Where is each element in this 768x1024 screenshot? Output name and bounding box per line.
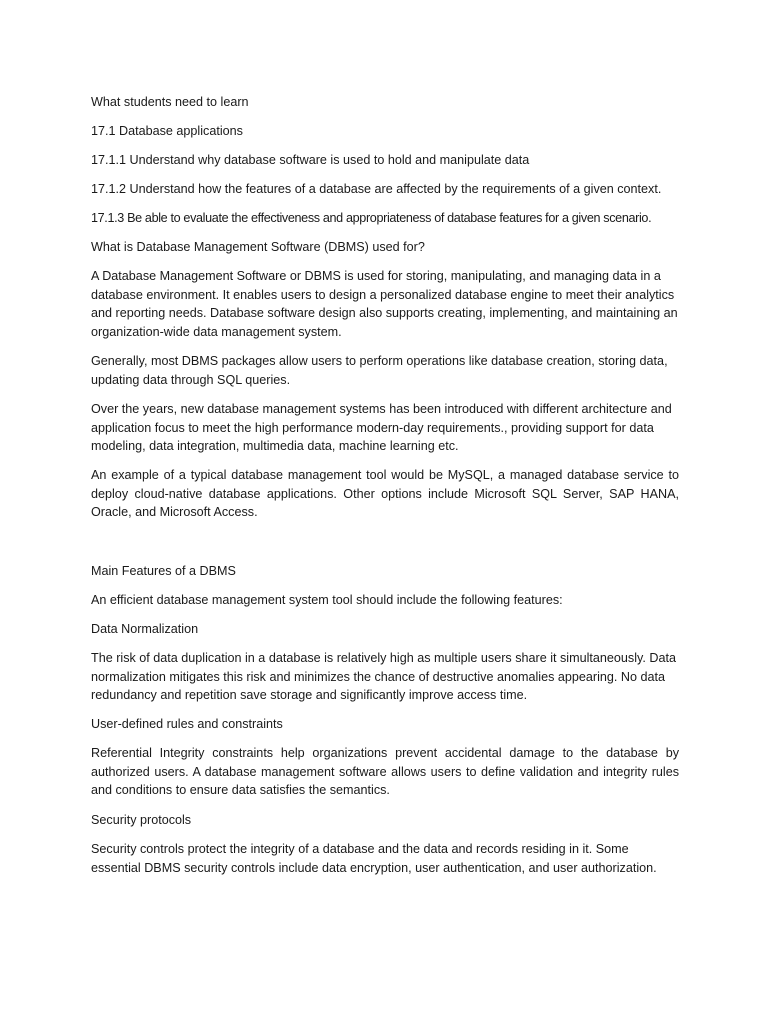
feature-title: Data Normalization bbox=[91, 622, 199, 636]
features-heading: Main Features of a DBMS bbox=[91, 564, 236, 578]
features-intro: An efficient database management system tool should include the following features: bbox=[91, 593, 563, 607]
feature-body: Referential Integrity constraints help organizations prevent accidental damage to the database by authorized users. A database management software allows users to define validation and integrity rules and conditions to ensure data satisfies the semantics. bbox=[91, 746, 679, 798]
question-heading: What is Database Management Software (DBMS) used for? bbox=[91, 240, 425, 254]
intro-paragraph: An example of a typical database management tool would be MySQL, a managed database service to deploy cloud-native database applications. Other options include Microsoft SQL Server, SAP HANA, Oracle, and Microsoft Access. bbox=[91, 468, 679, 520]
page-heading: What students need to learn bbox=[91, 95, 249, 109]
feature-title: User-defined rules and constraints bbox=[91, 717, 283, 731]
objective-item: 17.1.1 Understand why database software is used to hold and manipulate data bbox=[91, 153, 530, 167]
objective-item: 17.1.3 Be able to evaluate the effectiveness and appropriateness of database features for a given scenario. bbox=[91, 211, 652, 225]
intro-paragraph: Over the years, new database management systems has been introduced with different architecture and application focus to meet the high performance modern-day requirements., providing support for data modeling, data integration, multimedia data, machine learning etc. bbox=[91, 402, 672, 454]
feature-body: Security controls protect the integrity of a database and the data and records residing in it. Some essential DBMS security controls include data encryption, user authentication, and user authorization. bbox=[91, 842, 657, 875]
section-title: 17.1 Database applications bbox=[91, 124, 243, 138]
feature-title: Security protocols bbox=[91, 813, 192, 827]
objective-item: 17.1.2 Understand how the features of a database are affected by the requirements of a given context. bbox=[91, 182, 662, 196]
intro-paragraph: A Database Management Software or DBMS is used for storing, manipulating, and managing data in a database environment. It enables users to design a personalized database engine to meet their analytics and reporting needs. Database software design also supports creating, implementing, and maintaining an organization-wide data management system. bbox=[91, 269, 678, 339]
feature-body: The risk of data duplication in a database is relatively high as multiple users share it simultaneously. Data normalization mitigates this risk and minimizes the chance of destructive anomalies appearing. No data redundancy and repetition save storage and significantly improve access time. bbox=[91, 651, 676, 703]
intro-paragraph: Generally, most DBMS packages allow users to perform operations like database creation, storing data, updating data through SQL queries. bbox=[91, 354, 668, 387]
